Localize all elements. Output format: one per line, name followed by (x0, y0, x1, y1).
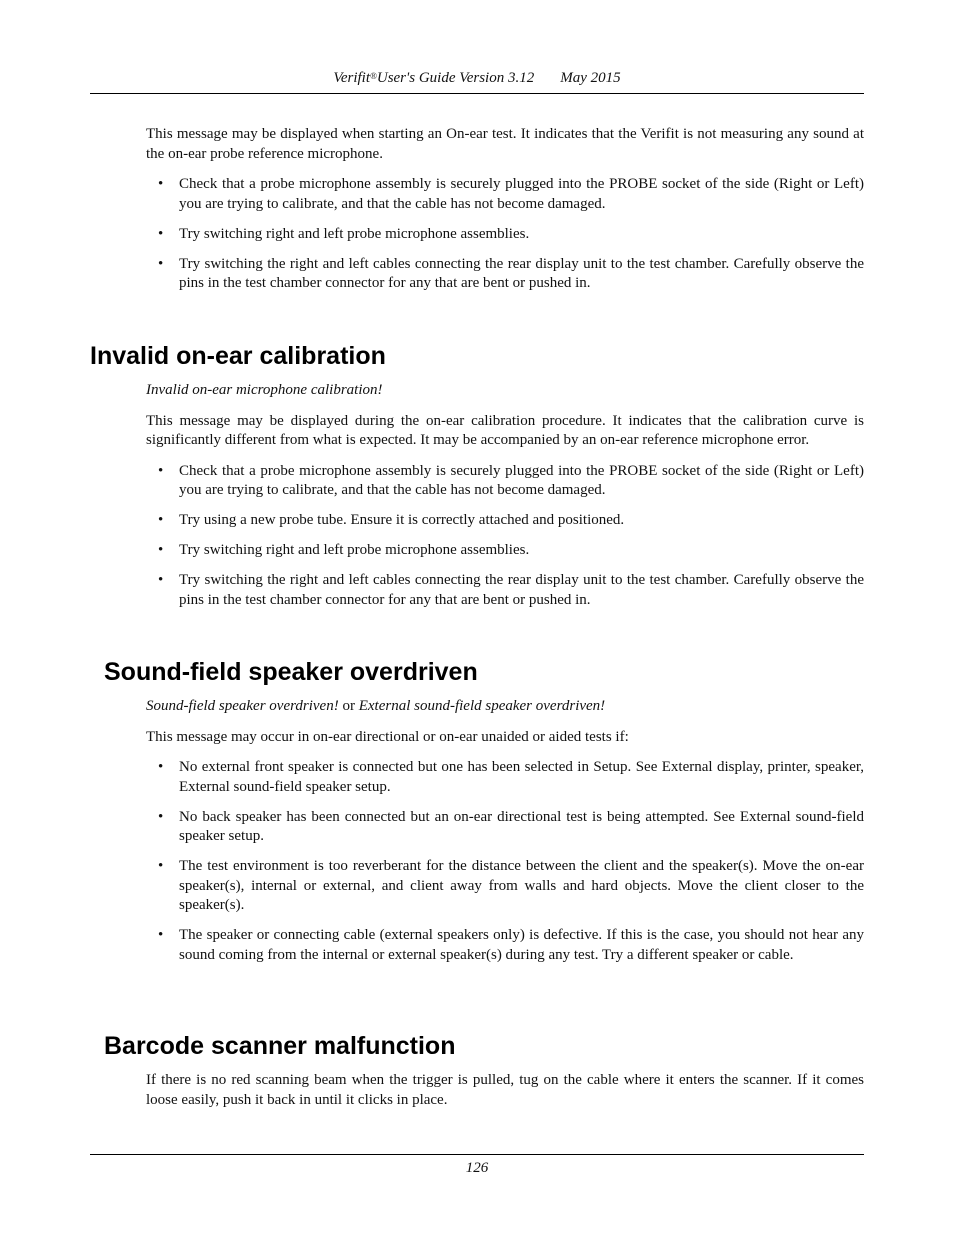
list-item: • Check that a probe microphone assembly is securely plugged into the PROBE socket of the side (Right or Left) you are trying to calibrate, and that the cable has not become damaged. (158, 462, 864, 498)
header-rule (90, 93, 864, 94)
list-item: • Try using a new probe tube. Ensure it is correctly attached and positioned. (146, 511, 864, 531)
invalid-calibration-paragraph: This message may be displayed during the on-ear calibration procedure. It indicates that the calibration curve is significantly different from what is expected. It may be accompanied by an on-ear reference microphone error. (146, 412, 864, 448)
bullet-icon: • (158, 176, 164, 192)
list-item: • The speaker or connecting cable (external speakers only) is defective. If this is the case, you should not hear any sound coming from the internal or external speaker(s) during any test. Try a different speaker or cable. (158, 927, 864, 963)
bullet-icon: • (158, 808, 164, 825)
page-header (90, 68, 864, 88)
soundfield-message-a: Sound-field speaker overdriven! (146, 698, 339, 714)
intro-paragraph: This message may be displayed when starting an On-ear test. It indicates that the Verifit is not measuring any sound at the on-ear probe reference microphone. (146, 126, 864, 162)
bullet-icon: • (158, 927, 164, 943)
bullet-icon: • (158, 858, 164, 874)
bullet-icon: • (158, 542, 164, 558)
invalid-calibration-message: Invalid on-ear microphone calibration! (146, 382, 383, 398)
soundfield-message-b: External sound-field speaker overdriven! (358, 698, 606, 714)
list-item: • The test environment is too reverberant for the distance between the client and the speaker(s). Move the on-ear speaker(s), internal or external, and client away from walls and hard objects. Move the client closer to the speaker(s). (158, 858, 864, 913)
list-item: • Try switching right and left probe microphone assemblies. (146, 541, 864, 561)
invalid-calibration-bullet-list (146, 462, 864, 611)
bullet-icon: • (158, 759, 164, 775)
barcode-paragraph: If there is no red scanning beam when the trigger is pulled, tug on the cable where it enters the scanner. If it comes loose easily, push it back in until it clicks in place. (146, 1072, 864, 1108)
soundfield-message-or: or (342, 698, 355, 714)
list-item: • Try switching the right and left cables connecting the rear display unit to the test chamber. Carefully observe the pins in the test chamber connector for any that are bent or pushed in. (158, 255, 864, 291)
invalid-calibration-block (146, 381, 864, 621)
list-item: • Try switching the right and left cables connecting the rear display unit to the test chamber. Carefully observe the pins in the test chamber connector for any that are bent or pushed in. (158, 572, 864, 608)
header-title-post: User's Guide Version 3.12 (376, 70, 535, 86)
soundfield-message (146, 697, 864, 717)
soundfield-block (146, 697, 864, 976)
page-number: 126 (465, 1160, 489, 1176)
registered-mark: ® (370, 71, 377, 81)
soundfield-bullet-list (146, 758, 864, 965)
list-item: • No back speaker has been connected but an on-ear directional test is being attempted. See External sound-field speaker setup. (158, 808, 864, 844)
bullet-icon: • (158, 512, 164, 528)
soundfield-paragraph: This message may occur in on-ear directional or on-ear unaided or aided tests if: (146, 728, 629, 745)
bullet-icon: • (158, 462, 164, 479)
section-heading-invalid-calibration: Invalid on-ear calibration (90, 342, 386, 370)
list-item: • No external front speaker is connected but one has been selected in Setup. See External display, printer, speaker, External sound-field speaker setup. (158, 759, 864, 795)
list-item: • Try switching right and left probe microphone assemblies. (146, 225, 864, 245)
header-date: May 2015 (560, 70, 621, 86)
footer-rule (90, 1154, 864, 1155)
list-item: • Check that a probe microphone assembly is securely plugged into the PROBE socket of the side (Right or Left) you are trying to calibrate, and that the cable has not become damaged. (158, 176, 864, 212)
bullet-icon: • (158, 225, 164, 242)
intro-bullet-list (146, 175, 864, 294)
intro-block (146, 125, 864, 304)
bullet-icon: • (158, 255, 164, 272)
section-heading-soundfield-overdriven: Sound-field speaker overdriven (104, 658, 478, 686)
barcode-block (146, 1071, 864, 1110)
section-heading-barcode-malfunction: Barcode scanner malfunction (104, 1032, 456, 1060)
bullet-icon: • (158, 572, 164, 588)
header-title-pre: Verifit (333, 70, 371, 86)
